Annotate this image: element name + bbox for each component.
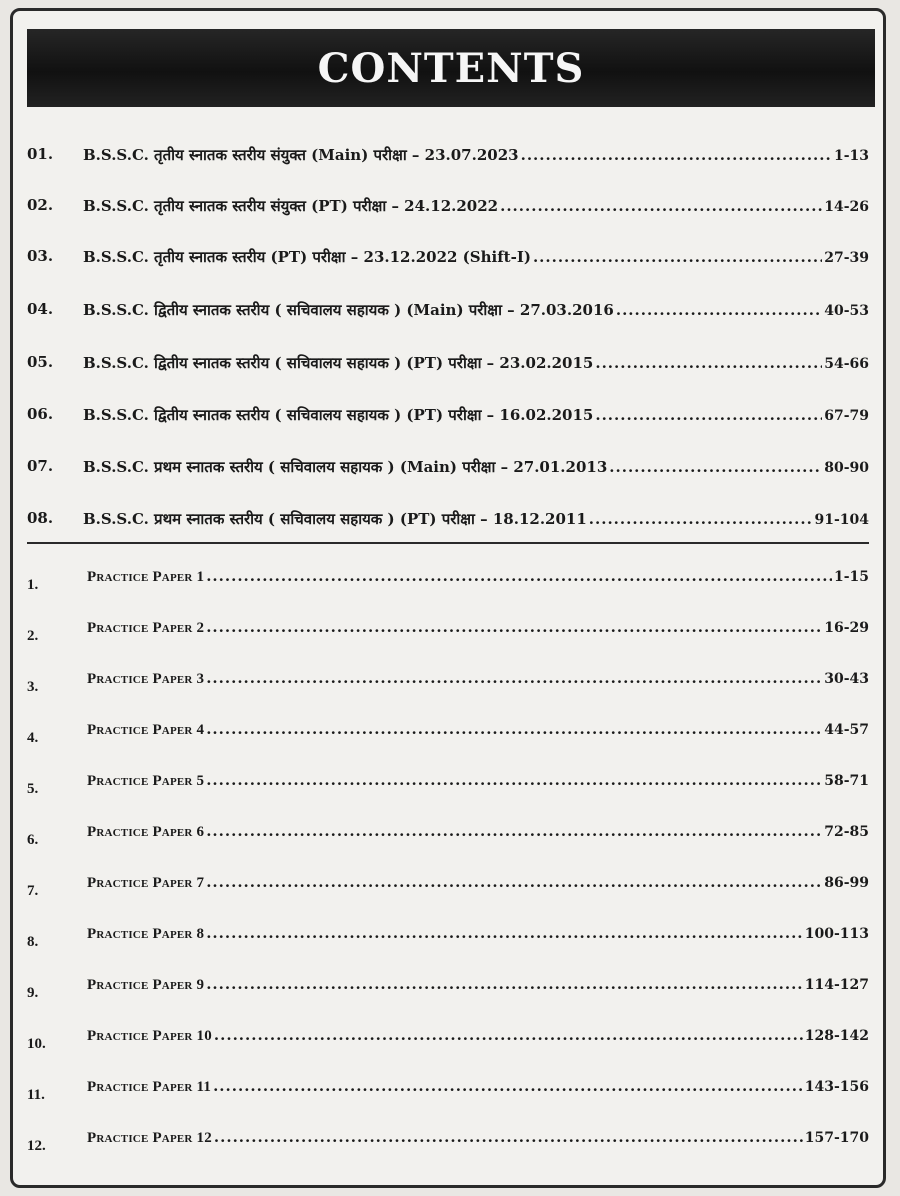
entry-title: Practice Paper 2: [87, 620, 205, 636]
toc-entry-practice[interactable]: [13, 565, 883, 599]
entry-pages: 54-66: [824, 356, 869, 372]
entry-number: 11.: [27, 1087, 45, 1103]
entry-pages: 86-99: [824, 875, 869, 891]
entry-pages: 67-79: [824, 408, 869, 424]
page-title: CONTENTS: [317, 44, 585, 92]
toc-entry-practice[interactable]: [13, 871, 883, 905]
dot-leader: [609, 458, 822, 476]
dot-leader: [206, 567, 832, 585]
entry-number: 04.: [27, 300, 54, 318]
dot-leader: [500, 197, 822, 215]
entry-title: Practice Paper 6: [87, 824, 205, 840]
entry-title: Practice Paper 12: [87, 1130, 212, 1146]
dot-leader: [206, 669, 822, 687]
toc-entry-practice[interactable]: [13, 667, 883, 701]
entry-number: 12.: [27, 1138, 46, 1154]
toc-entry-exam[interactable]: [13, 499, 883, 533]
dot-leader: [214, 1026, 803, 1044]
entry-pages: 143-156: [804, 1079, 869, 1095]
dot-leader: [589, 510, 813, 528]
entry-title: B.S.S.C. प्रथम स्नातक स्तरीय ( सचिवालय सहायक ) (PT) परीक्षा – 18.12.2011: [83, 510, 587, 528]
entry-number: 05.: [27, 353, 54, 371]
dot-leader: [533, 248, 822, 266]
entry-pages: 1-13: [833, 148, 869, 164]
entry-pages: 16-29: [824, 620, 869, 636]
entry-title: Practice Paper 1: [87, 569, 205, 585]
entry-pages: 27-39: [824, 250, 869, 266]
entry-title: Practice Paper 11: [87, 1079, 212, 1095]
dot-leader: [206, 822, 822, 840]
toc-entry-practice[interactable]: [13, 1075, 883, 1109]
entry-pages: 58-71: [824, 773, 869, 789]
entry-title: Practice Paper 7: [87, 875, 205, 891]
dot-leader: [595, 406, 822, 424]
section-divider: [27, 542, 869, 544]
entry-number: 7.: [27, 883, 39, 899]
toc-entry-practice[interactable]: [13, 1126, 883, 1160]
entry-title: B.S.S.C. द्वितीय स्नातक स्तरीय ( सचिवालय सहायक ) (PT) परीक्षा – 23.02.2015: [83, 354, 594, 372]
entry-number: 2.: [27, 628, 39, 644]
toc-entry-practice[interactable]: [13, 769, 883, 803]
entry-number: 5.: [27, 781, 39, 797]
toc-entry-practice[interactable]: [13, 1024, 883, 1058]
entry-pages: 100-113: [804, 926, 869, 942]
toc-entry-exam[interactable]: [13, 343, 883, 377]
entry-number: 4.: [27, 730, 39, 746]
entry-title: Practice Paper 10: [87, 1028, 212, 1044]
entry-pages: 128-142: [804, 1028, 869, 1044]
entry-number: 3.: [27, 679, 39, 695]
contents-header-banner: [27, 29, 875, 107]
contents-page: [10, 8, 886, 1188]
entry-title: Practice Paper 5: [87, 773, 205, 789]
dot-leader: [206, 720, 822, 738]
entry-title: Practice Paper 4: [87, 722, 205, 738]
entry-pages: 91-104: [814, 512, 869, 528]
dot-leader: [206, 873, 822, 891]
toc-entry-exam[interactable]: [13, 186, 883, 220]
entry-title: B.S.S.C. तृतीय स्नातक स्तरीय संयुक्त (Main) परीक्षा – 23.07.2023: [83, 146, 519, 164]
entry-number: 8.: [27, 934, 39, 950]
toc-entry-practice[interactable]: [13, 718, 883, 752]
entry-number: 07.: [27, 457, 54, 475]
toc-entry-exam[interactable]: [13, 237, 883, 271]
entry-title: B.S.S.C. तृतीय स्नातक स्तरीय संयुक्त (PT) परीक्षा – 24.12.2022: [83, 197, 499, 215]
dot-leader: [214, 1128, 803, 1146]
entry-number: 08.: [27, 509, 54, 527]
entry-number: 10.: [27, 1036, 46, 1052]
dot-leader: [206, 975, 803, 993]
dot-leader: [213, 1077, 803, 1095]
dot-leader: [206, 924, 803, 942]
entry-number: 6.: [27, 832, 39, 848]
entry-number: 03.: [27, 247, 54, 265]
dot-leader: [595, 354, 822, 372]
entry-pages: 14-26: [824, 199, 869, 215]
entry-title: Practice Paper 3: [87, 671, 205, 687]
entry-pages: 72-85: [824, 824, 869, 840]
entry-title: B.S.S.C. द्वितीय स्नातक स्तरीय ( सचिवालय सहायक ) (Main) परीक्षा – 27.03.2016: [83, 301, 614, 319]
entry-title: Practice Paper 9: [87, 977, 205, 993]
toc-entry-exam[interactable]: [13, 447, 883, 481]
entry-number: 02.: [27, 196, 54, 214]
entry-pages: 1-15: [833, 569, 869, 585]
dot-leader: [521, 146, 832, 164]
toc-entry-practice[interactable]: [13, 616, 883, 650]
entry-number: 01.: [27, 145, 54, 163]
dot-leader: [206, 771, 822, 789]
toc-entry-exam[interactable]: [13, 395, 883, 429]
entry-title: Practice Paper 8: [87, 926, 205, 942]
toc-entry-practice[interactable]: [13, 922, 883, 956]
entry-title: B.S.S.C. तृतीय स्नातक स्तरीय (PT) परीक्षा – 23.12.2022 (Shift-I): [83, 248, 531, 266]
entry-number: 9.: [27, 985, 39, 1001]
entry-title: B.S.S.C. द्वितीय स्नातक स्तरीय ( सचिवालय सहायक ) (PT) परीक्षा – 16.02.2015: [83, 406, 594, 424]
entry-pages: 44-57: [824, 722, 869, 738]
entry-title: B.S.S.C. प्रथम स्नातक स्तरीय ( सचिवालय सहायक ) (Main) परीक्षा – 27.01.2013: [83, 458, 608, 476]
entry-number: 06.: [27, 405, 54, 423]
dot-leader: [206, 618, 822, 636]
toc-entry-practice[interactable]: [13, 973, 883, 1007]
toc-entry-exam[interactable]: [13, 290, 883, 324]
toc-entry-practice[interactable]: [13, 820, 883, 854]
dot-leader: [616, 301, 822, 319]
entry-number: 1.: [27, 577, 39, 593]
entry-pages: 40-53: [824, 303, 869, 319]
entry-pages: 80-90: [824, 460, 869, 476]
entry-pages: 30-43: [824, 671, 869, 687]
entry-pages: 114-127: [804, 977, 869, 993]
toc-entry-exam[interactable]: [13, 135, 883, 169]
entry-pages: 157-170: [804, 1130, 869, 1146]
